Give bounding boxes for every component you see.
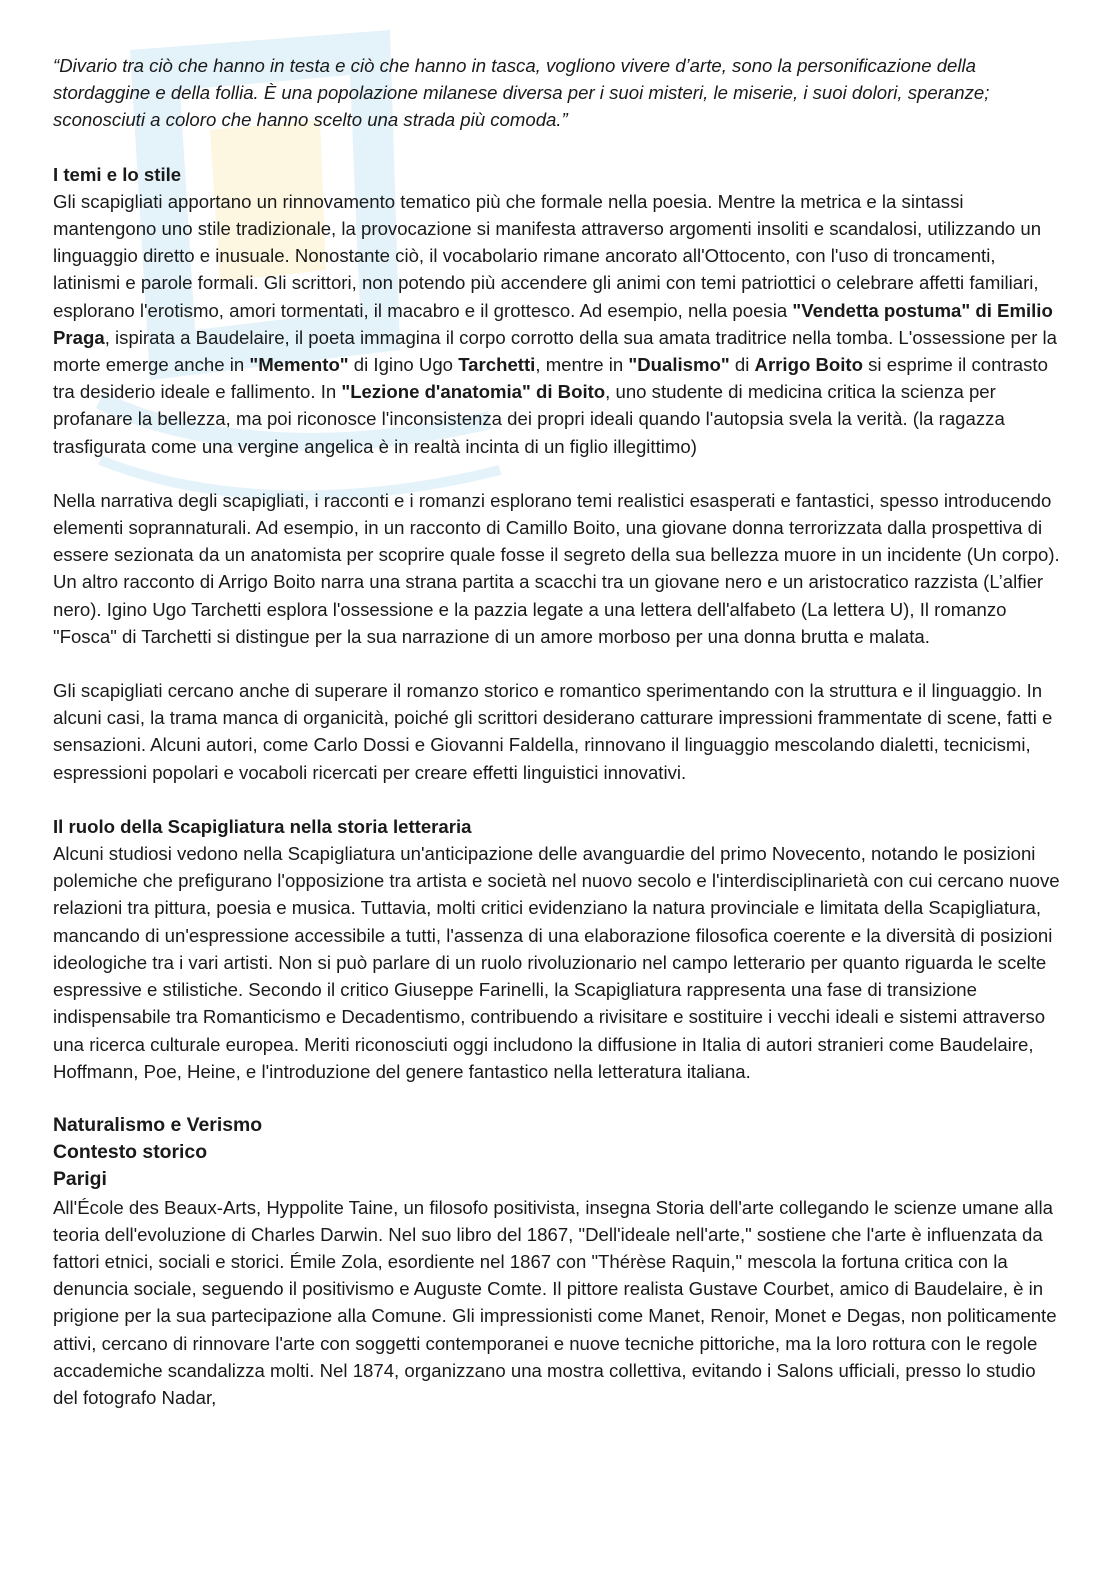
paragraph-temi-romanzo: Gli scapigliati cercano anche di superare il romanzo storico e romantico sperimentando con la struttura e il linguaggio. In alcuni casi, la trama manca di organicità, poiché gli scrittori desiderano catturare impressioni frammentate di scene, fatti e sensazioni. Alcuni autori, come Carlo Dossi e Giovanni Faldella, rinnovano il linguaggio mescolando dialetti, tecnicismi, espressioni popolari e vocaboli ricercati per creare effetti linguistici innovativi. [53,680,1053,783]
document-page [53,52,1065,1411]
paragraph-temi-poesia: Gli scapigliati apportano un rinnovamento tematico più che formale nella poesia. Mentre la metrica e la sintassi mantengono uno stile tradizionale, la provocazione si manifesta attraverso argomenti insoliti e scandalosi, utilizzando un linguaggio diretto e inusuale. Nonostante ciò, il vocabolario rimane ancorato all'Ottocento, con l'uso di troncamenti, latinismi e parole formali. Gli scrittori, non potendo più accendere gli animi con temi patriottici o celebrare affetti familiari, esplorano l'erotismo, amori tormentati, il macabro e il grottesco. Ad esempio, nella poesia "Vendetta postuma" di Emilio Praga, ispirata a Baudelaire, il poeta immagina il corpo corrotto della sua amata traditrice nella tomba. L'ossessione per la morte emerge anche in "Memento" di Igino Ugo Tarchetti, mentre in "Dualismo" di Arrigo Boito si esprime il contrasto tra desiderio ideale e fallimento. In "Lezione d'anatomia" di Boito, uno studente di medicina critica la scienza per profanare la bellezza, ma poi riconosce l'inconsistenza dei propri ideali quando l'autopsia svela la verità. (la ragazza trasfigurata come una vergine angelica è in realtà incinta di un figlio illegittimo) [53,190,1058,457]
paragraph-ruolo: Alcuni studiosi vedono nella Scapigliatura un'anticipazione delle avanguardie del primo Novecento, notando le posizioni polemiche che prefigurano l'opposizione tra artista e società nel nuovo secolo e l'interdisciplinarietà con cui cercano nuove relazioni tra pittura, poesia e musica. Tuttavia, molti critici evidenziano la natura provinciale e limitata della Scapigliatura, mancando di un'espressione accessibile a tutti, l'assenza di una elaborazione filosofica coerente e la diversità di posizioni ideologiche tra i vari artisti. Non si può parlare di un ruolo rivoluzionario nel campo letterario per quanto riguarda le scelte espressive e stilistiche. Secondo il critico Giuseppe Farinelli, la Scapigliatura rappresenta una fase di transizione indispensabile tra Romanticismo e Decadentismo, contribuendo a rivisitare e sostituire i vecchi ideali e sistemi attraverso una ricerca culturale europea. Meriti riconosciuti oggi includono la diffusione in Italia di autori stranieri come Baudelaire, Hoffmann, Poe, Heine, e l'introduzione del genere fantastico nella letteratura italiana. [53,843,1060,1082]
subheading-parigi: Parigi [53,1168,107,1191]
paragraph-parigi: All'École des Beaux-Arts, Hyppolite Taine, un filosofo positivista, insegna Storia dell'arte collegando le scienze umane alla teoria dell'evoluzione di Charles Darwin. Nel suo libro del 1867, "Dell'ideale nell'arte," sostiene che l'arte è influenzata da fattori etnici, sociali e storici. Émile Zola, esordiente nel 1867 con "Thérèse Raquin," mescola la fortuna critica con la denuncia sociale, seguendo il positivismo e Auguste Comte. Il pittore realista Gustave Courbet, amico di Baudelaire, è in prigione per la sua partecipazione alla Comune. Gli impressionisti come Manet, Renoir, Monet e Degas, non politicamente attivi, cercano di rinnovare l'arte con soggetti contemporanei e nuove tecniche pittoriche, ma la loro rottura con le regole accademiche scandalizza molti. Nel 1874, organizzano una mostra collettiva, evitando i Salons ufficiali, presso lo studio del fotografo Nadar, [53,1196,1057,1408]
section-heading-naturalismo: Naturalismo e Verismo [53,1113,263,1136]
subheading-contesto-storico: Contesto storico [53,1141,208,1164]
paragraph-temi-narrativa: Nella narrativa degli scapigliati, i racconti e i romanzi esplorano temi realistici esasperati e fantastici, spesso introducendo elementi soprannaturali. Ad esempio, in un racconto di Camillo Boito, una giovane donna terrorizzata dalla prospettiva di essere sezionata da un anatomista per scoprire quale fosse il segreto della sua bellezza muore in un incidente (Un corpo). Un altro racconto di Arrigo Boito narra una strana partita a scacchi tra un giovane nero e un aristocratico razzista (L’alfier nero). Igino Ugo Tarchetti esplora l'ossessione e la pazzia legate a una lettera dell'alfabeto (La lettera U), Il romanzo "Fosca" di Tarchetti si distingue per la sua narrazione di un amore morboso per una donna brutta e malata. [53,489,1060,647]
section-heading-temi: I temi e lo stile [53,163,182,185]
opening-quote: “Divario tra ciò che hanno in testa e ciò che hanno in tasca, vogliono vivere d’arte, sono la personificazione della stordaggine e della follia. È una popolazione milanese diversa per i suoi misteri, le miserie, i suoi dolori, speranze; sconosciuti a coloro che hanno scelto una strada più comoda.” [53,55,990,131]
section-heading-ruolo: Il ruolo della Scapigliatura nella storia letteraria [53,815,472,837]
